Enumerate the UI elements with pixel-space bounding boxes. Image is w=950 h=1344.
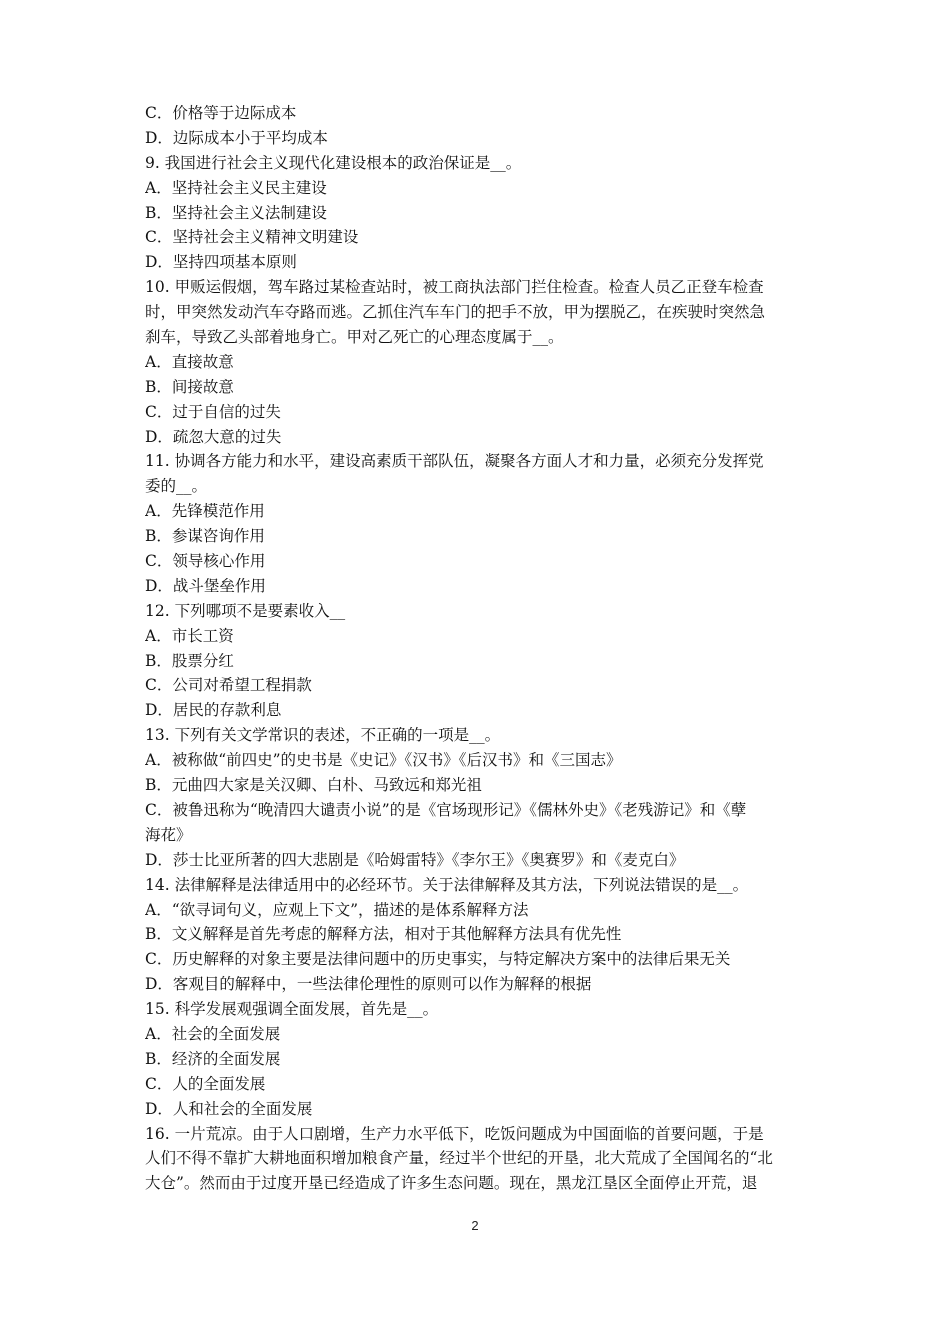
text-line: A．坚持社会主义民主建设	[145, 178, 327, 197]
text-line: 11. 协调各方能力和水平，建设高素质干部队伍，凝聚各方面人才和力量，必须充分发挥党	[145, 452, 764, 471]
text-line: 海花》	[145, 825, 192, 844]
text-line: D．客观目的解释中，一些法律伦理性的原则可以作为解释的根据	[145, 975, 592, 994]
text-line: D．居民的存款利息	[145, 701, 282, 720]
text-line: D．战斗堡垒作用	[145, 576, 266, 595]
text-line: C．过于自信的过失	[145, 402, 281, 421]
text-line: C．被鲁迅称为“晚清四大谴责小说”的是《官场现形记》《儒林外史》《老残游记》和《孽	[145, 800, 747, 819]
text-line: B．参谋咨询作用	[145, 527, 265, 546]
text-line: 14. 法律解释是法律适用中的必经环节。关于法律解释及其方法，下列说法错误的是__。	[145, 875, 749, 894]
text-line: 13. 下列有关文学常识的表述，不正确的一项是__。	[145, 726, 501, 745]
text-line: A．先锋模范作用	[145, 502, 265, 521]
text-line: A．市长工资	[145, 626, 234, 645]
text-line: 16. 一片荒凉。由于人口剧增，生产力水平低下，吃饭问题成为中国面临的首要问题，于是	[145, 1124, 764, 1143]
text-line: 9. 我国进行社会主义现代化建设根本的政治保证是__。	[145, 153, 522, 172]
text-line: 10. 甲贩运假烟，驾车路过某检查站时，被工商执法部门拦住检查。检查人员乙正登车检查	[145, 278, 764, 297]
text-line: A．社会的全面发展	[145, 1024, 281, 1043]
text-line: D．莎士比亚所著的四大悲剧是《哈姆雷特》《李尔王》《奥赛罗》和《麦克白》	[145, 850, 685, 869]
text-line: 刹车，导致乙头部着地身亡。甲对乙死亡的心理态度属于__。	[145, 328, 564, 347]
text-line: B．坚持社会主义法制建设	[145, 203, 327, 222]
text-line: C．历史解释的对象主要是法律问题中的历史事实，与特定解决方案中的法律后果无关	[145, 950, 731, 969]
text-line: D．疏忽大意的过失	[145, 427, 282, 446]
text-line: A．直接故意	[145, 352, 234, 371]
text-line: C．领导核心作用	[145, 552, 266, 571]
text-line: 时，甲突然发动汽车夺路而逃。乙抓住汽车车门的把手不放，甲为摆脱乙，在疾驶时突然急	[145, 303, 766, 322]
document-body	[145, 101, 817, 1196]
text-line: C．坚持社会主义精神文明建设	[145, 228, 359, 247]
text-line: B．经济的全面发展	[145, 1049, 281, 1068]
text-line: 15. 科学发展观强调全面发展，首先是__。	[145, 1000, 439, 1019]
text-line: A．“欲寻词句义，应观上下文”，描述的是体系解释方法	[145, 900, 529, 919]
text-line: B．文义解释是首先考虑的解释方法，相对于其他解释方法具有优先性	[145, 925, 622, 944]
text-line: B．间接故意	[145, 377, 234, 396]
text-line: 人们不得不靠扩大耕地面积增加粮食产量，经过半个世纪的开垦，北大荒成了全国闻名的“北	[145, 1149, 773, 1168]
text-line: D．坚持四项基本原则	[145, 253, 297, 272]
text-line: C．价格等于边际成本	[145, 104, 297, 122]
text-line: B．元曲四大家是关汉卿、白朴、马致远和郑光祖	[145, 776, 482, 795]
text-line: D．人和社会的全面发展	[145, 1099, 313, 1118]
text-line: 委的__。	[145, 477, 208, 496]
text-line: 大仓”。然而由于过度开垦已经造成了许多生态问题。现在，黑龙江垦区全面停止开荒，退	[145, 1174, 758, 1193]
text-line: C．人的全面发展	[145, 1074, 266, 1093]
text-line: A．被称做“前四史”的史书是《史记》《汉书》《后汉书》和《三国志》	[145, 751, 622, 770]
text-line: 12. 下列哪项不是要素收入__	[145, 601, 346, 620]
text-line: B．股票分红	[145, 651, 234, 670]
text-line: C．公司对希望工程捐款	[145, 676, 312, 695]
text-line: D．边际成本小于平均成本	[145, 128, 328, 147]
page-number: 2	[471, 1218, 479, 1233]
